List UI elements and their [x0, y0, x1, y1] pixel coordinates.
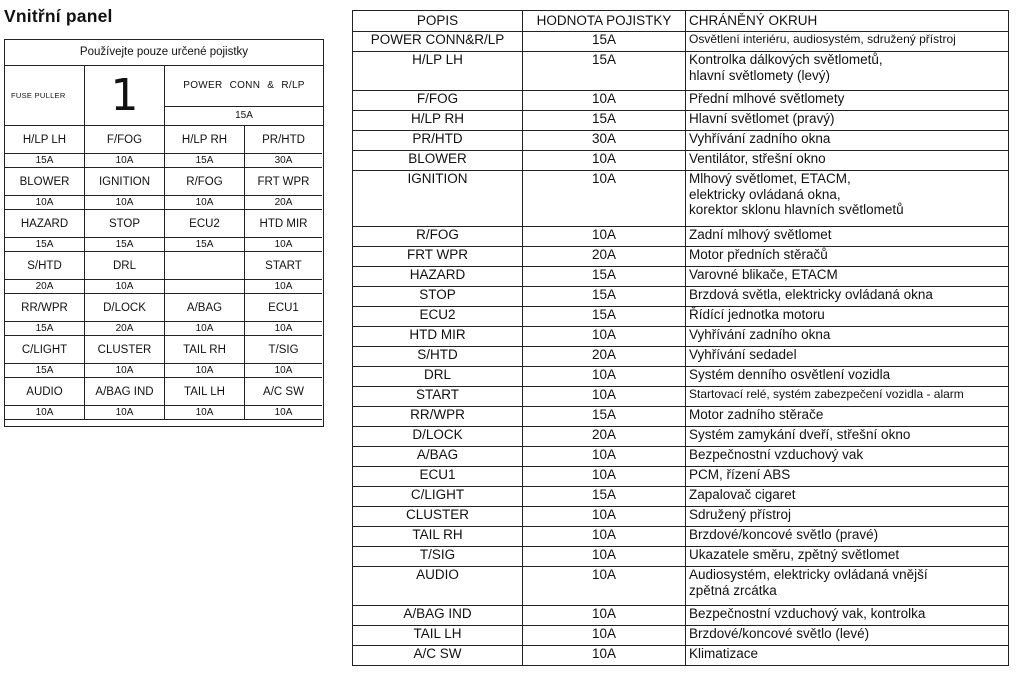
- fuse-description-cell: D/LOCK: [353, 427, 523, 447]
- fuse-description-cell: H/LP RH: [353, 111, 523, 131]
- protected-circuit-cell: [686, 547, 1009, 567]
- fuse-value-cell: 10A: [245, 406, 322, 420]
- fuse-name-cell: A/BAG IND: [85, 378, 165, 406]
- protected-circuit-cell: [686, 287, 1009, 307]
- fuse-value-cell: 10A: [5, 196, 85, 210]
- fuse-puller-label: FUSE PULLER: [5, 66, 85, 125]
- fuse-box-top-row: [5, 66, 323, 126]
- table-row: [353, 367, 1009, 387]
- circuit-line: Kontrolka dálkových světlometů,: [689, 52, 883, 67]
- circuit-line: Audiosystém, elektricky ovládaná vnější: [689, 567, 928, 582]
- fuse-name-cell: R/FOG: [165, 168, 245, 196]
- fuse-value-cell: 10A: [5, 406, 85, 420]
- fuse-value-cell: 10A: [85, 196, 165, 210]
- circuit-line: Bezpečnostní vzduchový vak, kontrolka: [689, 606, 926, 621]
- circuit-line: Systém zamykání dveří, střešní okno: [689, 427, 911, 442]
- table-row: [353, 527, 1009, 547]
- fuse-rating-cell: 15A: [523, 487, 686, 507]
- circuit-line: Motor zadního stěrače: [689, 407, 824, 422]
- fuse-name-cell: S/HTD: [5, 252, 85, 280]
- protected-circuit-cell: [686, 567, 1009, 606]
- fuse-value-cell: 10A: [165, 196, 245, 210]
- protected-circuit-cell: [686, 151, 1009, 171]
- fuse-value-cell: 15A: [85, 238, 165, 252]
- fuse-name-cell: DRL: [85, 252, 165, 280]
- fuse-description-cell: DRL: [353, 367, 523, 387]
- table-row: [353, 606, 1009, 626]
- fuse-description-cell: POWER CONN&R/LP: [353, 32, 523, 52]
- table-row: [353, 52, 1009, 91]
- table-row: [353, 171, 1009, 227]
- fuse-description-cell: STOP: [353, 287, 523, 307]
- fuse-name-cell: CLUSTER: [85, 336, 165, 364]
- fuse-description-cell: TAIL RH: [353, 527, 523, 547]
- fuse-description-cell: FRT WPR: [353, 247, 523, 267]
- circuit-line: Vyhřívání sedadel: [689, 347, 797, 362]
- fuse-rating-cell: 10A: [523, 527, 686, 547]
- fuse-description-cell: AUDIO: [353, 567, 523, 606]
- fuse-rating-cell: 15A: [523, 32, 686, 52]
- fuse-name-cell: D/LOCK: [85, 294, 165, 322]
- fuse-name-cell: A/C SW: [245, 378, 322, 406]
- fuse-name-cell: IGNITION: [85, 168, 165, 196]
- fuse-value-cell: 15A: [5, 238, 85, 252]
- fuse-description-cell: IGNITION: [353, 171, 523, 227]
- table-row: [353, 111, 1009, 131]
- circuit-line: Zadní mlhový světlomet: [689, 227, 832, 242]
- table-row: [353, 267, 1009, 287]
- fuse-value-cell: 30A: [245, 154, 322, 168]
- fuse-name-cell: RR/WPR: [5, 294, 85, 322]
- fuse-name-cell: AUDIO: [5, 378, 85, 406]
- fuse-description-cell: ECU1: [353, 467, 523, 487]
- circuit-line: Systém denního osvětlení vozidla: [689, 367, 891, 382]
- fuse-name-cell: HTD MIR: [245, 210, 322, 238]
- fuse-value-cell: 10A: [85, 364, 165, 378]
- fuse-name-cell: BLOWER: [5, 168, 85, 196]
- fuse-description-cell: BLOWER: [353, 151, 523, 171]
- fuse-rating-cell: 10A: [523, 547, 686, 567]
- protected-circuit-cell: [686, 507, 1009, 527]
- circuit-line: Zapalovač cigaret: [689, 487, 796, 502]
- circuit-line: Osvětlení interiéru, audiosystém, sdružený přístroj: [689, 32, 956, 46]
- fuse-rating-cell: 15A: [523, 407, 686, 427]
- protected-circuit-cell: [686, 626, 1009, 646]
- circuit-line: Ventilátor, střešní okno: [689, 151, 826, 166]
- fuse-description-cell: A/BAG: [353, 447, 523, 467]
- fuse-description-cell: TAIL LH: [353, 626, 523, 646]
- fuse-box-header: Používejte pouze určené pojistky: [5, 40, 323, 66]
- fuse-description-cell: HTD MIR: [353, 327, 523, 347]
- fuse-rating-cell: 10A: [523, 467, 686, 487]
- circuit-line: korektor sklonu hlavních světlometů: [689, 202, 904, 217]
- circuit-line: elektricky ovládaná okna,: [689, 186, 841, 202]
- fuse-value-cell: 10A: [165, 364, 245, 378]
- fuse-value-cell: 15A: [5, 364, 85, 378]
- circuit-line: Motor předních stěračů: [689, 247, 828, 262]
- circuit-line: Startovací relé, systém zabezpečení vozidla - alarm: [689, 387, 964, 401]
- fuse-rating-cell: 15A: [523, 307, 686, 327]
- fuse-description-cell: C/LIGHT: [353, 487, 523, 507]
- table-row: [353, 467, 1009, 487]
- circuit-line: Vyhřívání zadního okna: [689, 327, 831, 342]
- table-row: [353, 507, 1009, 527]
- protected-circuit-cell: [686, 52, 1009, 91]
- fuse-rating-cell: 15A: [523, 111, 686, 131]
- fuse-description-cell: PR/HTD: [353, 131, 523, 151]
- protected-circuit-cell: [686, 111, 1009, 131]
- protected-circuit-cell: [686, 467, 1009, 487]
- fuse-rating-cell: 10A: [523, 626, 686, 646]
- protected-circuit-cell: [686, 247, 1009, 267]
- fuse-description-cell: HAZARD: [353, 267, 523, 287]
- protected-circuit-cell: [686, 527, 1009, 547]
- protected-circuit-cell: [686, 91, 1009, 111]
- fuse-rating-cell: 10A: [523, 91, 686, 111]
- fuse-name-cell: [165, 252, 245, 280]
- circuit-line: Hlavní světlomet (pravý): [689, 111, 835, 126]
- fuse-name-cell: HAZARD: [5, 210, 85, 238]
- fuse-description-cell: A/C SW: [353, 646, 523, 666]
- fuse-description-cell: T/SIG: [353, 547, 523, 567]
- protected-circuit-cell: [686, 307, 1009, 327]
- column-header-fuse-value: HODNOTA POJISTKY: [523, 11, 686, 32]
- fuse-value-cell: 10A: [85, 280, 165, 294]
- fuse-rating-cell: 10A: [523, 447, 686, 467]
- protected-circuit-cell: [686, 646, 1009, 666]
- fuse-name-cell: C/LIGHT: [5, 336, 85, 364]
- circuit-line: Přední mlhové světlomety: [689, 91, 845, 106]
- fuse-name-cell: A/BAG: [165, 294, 245, 322]
- fuse-value-cell: 10A: [245, 322, 322, 336]
- table-row: [353, 487, 1009, 507]
- fuse-description-cell: H/LP LH: [353, 52, 523, 91]
- protected-circuit-cell: [686, 347, 1009, 367]
- circuit-line: PCM, řízení ABS: [689, 467, 791, 482]
- fuse-value-cell: 15A: [165, 238, 245, 252]
- fuse-name-cell: TAIL LH: [165, 378, 245, 406]
- fuse-name-cell: F/FOG: [85, 126, 165, 154]
- fuse-rating-cell: 10A: [523, 606, 686, 626]
- fuse-value-cell: 10A: [245, 238, 322, 252]
- circuit-line: hlavní světlomety (levý): [689, 67, 831, 83]
- fuse-value-cell: 10A: [245, 280, 322, 294]
- protected-circuit-cell: [686, 487, 1009, 507]
- fuse-rating-cell: 10A: [523, 171, 686, 227]
- protected-circuit-cell: [686, 131, 1009, 151]
- circuit-line: Klimatizace: [689, 646, 759, 661]
- fuse-rating-cell: 15A: [523, 287, 686, 307]
- fuse-value-cell: 10A: [85, 406, 165, 420]
- fuse-value-cell: 15A: [5, 154, 85, 168]
- table-row: [353, 151, 1009, 171]
- fuse-value-cell: 15A: [165, 154, 245, 168]
- fuse-value-cell: 10A: [245, 364, 322, 378]
- fuse-table: [352, 10, 1009, 666]
- fuse-rating-cell: 10A: [523, 151, 686, 171]
- table-row: [353, 387, 1009, 407]
- circuit-line: Bezpečnostní vzduchový vak: [689, 447, 864, 462]
- protected-circuit-cell: [686, 427, 1009, 447]
- table-row: [353, 91, 1009, 111]
- protected-circuit-cell: [686, 32, 1009, 52]
- circuit-line: Brzdová světla, elektricky ovládaná okna: [689, 287, 933, 302]
- fuse-name-cell: TAIL RH: [165, 336, 245, 364]
- fuse-description-cell: A/BAG IND: [353, 606, 523, 626]
- fuse-value-cell: 15A: [5, 322, 85, 336]
- table-row: [353, 626, 1009, 646]
- fuse-name-cell: START: [245, 252, 322, 280]
- circuit-line: Brzdové/koncové světlo (pravé): [689, 527, 879, 542]
- fuse-rating-cell: 20A: [523, 347, 686, 367]
- table-row: [353, 227, 1009, 247]
- fuse-value-cell: 10A: [85, 154, 165, 168]
- circuit-line: Mlhový světlomet, ETACM,: [689, 171, 851, 186]
- fuse-value-cell: 10A: [165, 322, 245, 336]
- protected-circuit-cell: [686, 327, 1009, 347]
- page-title: Vnitřní panel: [4, 6, 113, 26]
- table-row: [353, 131, 1009, 151]
- fuse-name-cell: T/SIG: [245, 336, 322, 364]
- fuse-name-cell: ECU2: [165, 210, 245, 238]
- fuse-value-cell: [165, 280, 245, 294]
- fuse-value-cell: 20A: [245, 196, 322, 210]
- protected-circuit-cell: [686, 267, 1009, 287]
- fuse-description-cell: CLUSTER: [353, 507, 523, 527]
- table-row: [353, 646, 1009, 666]
- table-row: [353, 327, 1009, 347]
- fuse-name-cell: PR/HTD: [245, 126, 322, 154]
- table-row: [353, 447, 1009, 467]
- fuse-rating-cell: 10A: [523, 387, 686, 407]
- power-conn-value: 15A: [235, 110, 253, 121]
- fuse-box-diagram: [4, 39, 324, 427]
- fuse-rating-cell: 20A: [523, 427, 686, 447]
- table-row: [353, 287, 1009, 307]
- table-header-row: [353, 11, 1009, 32]
- fuse-rating-cell: 10A: [523, 327, 686, 347]
- fuse-rating-cell: 10A: [523, 646, 686, 666]
- fuse-rating-cell: 20A: [523, 247, 686, 267]
- column-header-protected-circuit: CHRÁNĚNÝ OKRUH: [686, 11, 1009, 32]
- table-row: [353, 427, 1009, 447]
- circuit-line: Sdružený přístroj: [689, 507, 792, 522]
- circuit-line: Vyhřívání zadního okna: [689, 131, 831, 146]
- fuse-rating-cell: 10A: [523, 507, 686, 527]
- fuse-description-cell: RR/WPR: [353, 407, 523, 427]
- table-row: [353, 547, 1009, 567]
- protected-circuit-cell: [686, 387, 1009, 407]
- fuse-rating-cell: 15A: [523, 52, 686, 91]
- table-row: [353, 407, 1009, 427]
- table-row: [353, 567, 1009, 606]
- table-row: [353, 347, 1009, 367]
- fuse-value-cell: 20A: [5, 280, 85, 294]
- fuse-rating-cell: 10A: [523, 567, 686, 606]
- circuit-line: Varovné blikače, ETACM: [689, 267, 838, 282]
- protected-circuit-cell: [686, 367, 1009, 387]
- circuit-line: Řídící jednotka motoru: [689, 307, 825, 322]
- fuse-grid: [5, 126, 323, 420]
- table-row: [353, 247, 1009, 267]
- fuse-name-cell: H/LP RH: [165, 126, 245, 154]
- circuit-line: Ukazatele směru, zpětný světlomet: [689, 547, 900, 562]
- table-row: [353, 307, 1009, 327]
- fuse-name-cell: H/LP LH: [5, 126, 85, 154]
- fuse-name-cell: FRT WPR: [245, 168, 322, 196]
- fuse-description-cell: R/FOG: [353, 227, 523, 247]
- protected-circuit-cell: [686, 227, 1009, 247]
- fuse-rating-cell: 10A: [523, 367, 686, 387]
- fuse-description-cell: START: [353, 387, 523, 407]
- fuse-description-cell: F/FOG: [353, 91, 523, 111]
- fuse-box-number: 1: [85, 66, 165, 125]
- table-row: [353, 32, 1009, 52]
- protected-circuit-cell: [686, 606, 1009, 626]
- protected-circuit-cell: [686, 171, 1009, 227]
- circuit-line: zpětná zrcátka: [689, 582, 777, 598]
- power-conn-label: POWER CONN & R/LP: [165, 66, 323, 107]
- fuse-name-cell: ECU1: [245, 294, 322, 322]
- fuse-rating-cell: 30A: [523, 131, 686, 151]
- fuse-value-cell: 20A: [85, 322, 165, 336]
- protected-circuit-cell: [686, 447, 1009, 467]
- fuse-description-cell: ECU2: [353, 307, 523, 327]
- protected-circuit-cell: [686, 407, 1009, 427]
- fuse-rating-cell: 15A: [523, 267, 686, 287]
- fuse-value-cell: 10A: [165, 406, 245, 420]
- fuse-name-cell: STOP: [85, 210, 165, 238]
- fuse-rating-cell: 10A: [523, 227, 686, 247]
- circuit-line: Brzdové/koncové světlo (levé): [689, 626, 870, 641]
- fuse-description-cell: S/HTD: [353, 347, 523, 367]
- column-header-description: POPIS: [353, 11, 523, 32]
